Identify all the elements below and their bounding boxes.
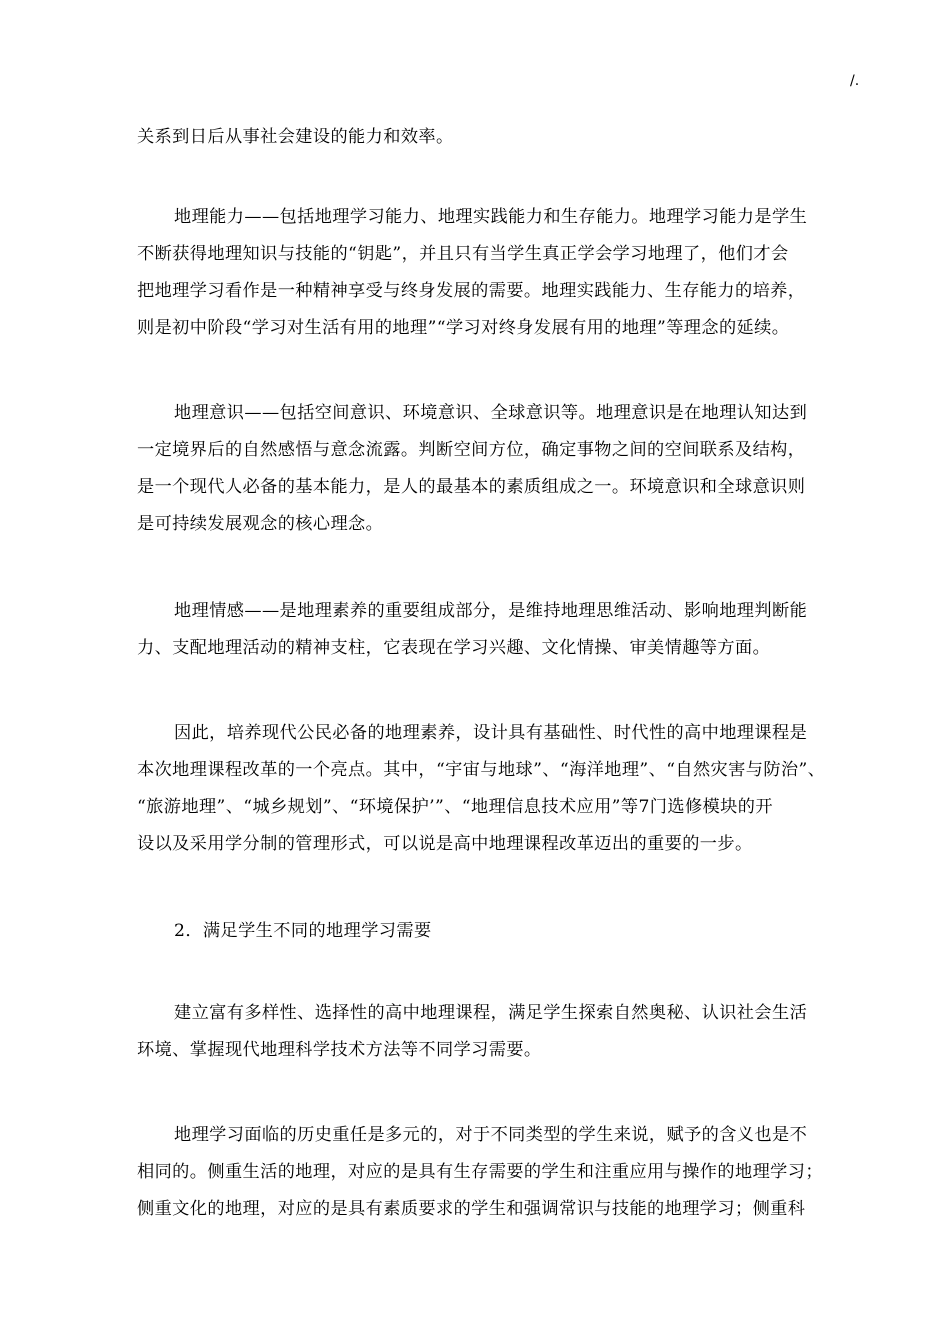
text-line: 环境、掌握现代地理科学技术方法等不同学习需要。 <box>137 1040 542 1060</box>
text-line: 是一个现代人必备的基本能力，是人的最基本的素质组成之一。环境意识和全球意识则 <box>137 477 806 497</box>
text-line: 因此，培养现代公民必备的地理素养，设计具有基础性、时代性的高中地理课程是 <box>174 723 808 743</box>
text-line: 地理能力——包括地理学习能力、地理实践能力和生存能力。地理学习能力是学生 <box>174 207 808 227</box>
text-line: 地理情感——是地理素养的重要组成部分，是维持地理思维活动、影响地理判断能 <box>174 601 808 621</box>
text-line: 地理意识——包括空间意识、环境意识、全球意识等。地理意识是在地理认知达到 <box>174 403 808 423</box>
paragraph-geography-awareness <box>137 395 862 543</box>
paragraph-conclusion <box>137 715 862 863</box>
section-heading <box>137 913 862 950</box>
text-line: 关系到日后从事社会建设的能力和效率。 <box>137 127 454 147</box>
text-line: 是可持续发展观念的核心理念。 <box>137 514 384 534</box>
text-line: 侧重文化的地理，对应的是具有素质要求的学生和强调常识与技能的地理学习；侧重科 <box>137 1199 806 1219</box>
text-line: 本次地理课程改革的一个亮点。其中，“宇宙与地球”、“海洋地理”、“自然灾害与防治”、 <box>137 760 826 780</box>
text-line: “旅游地理”、“城乡规划”、“环境保护’”、“地理信息技术应用”等7门选修模块的开 <box>137 797 773 817</box>
text-line: 相同的。侧重生活的地理，对应的是具有生存需要的学生和注重应用与操作的地理学习； <box>137 1162 823 1182</box>
text-line: 设以及采用学分制的管理形式，可以说是高中地理课程改革迈出的重要的一步。 <box>137 834 753 854</box>
text-line: 不断获得地理知识与技能的“钥匙”，并且只有当学生真正学会学习地理了，他们才会 <box>137 244 789 264</box>
text-line: 则是初中阶段“学习对生活有用的地理”“学习对终身发展有用的地理”等理念的延续。 <box>137 318 790 338</box>
section-heading-text: 2．满足学生不同的地理学习需要 <box>174 921 432 941</box>
text-line: 建立富有多样性、选择性的高中地理课程，满足学生探索自然奥秘、认识社会生活 <box>174 1003 808 1023</box>
paragraph-continuation <box>137 119 862 156</box>
paragraph-learning-needs <box>137 995 862 1069</box>
text-line: 一定境界后的自然感悟与意念流露。判断空间方位，确定事物之间的空间联系及结构， <box>137 440 806 460</box>
paragraph-geography-emotion <box>137 593 862 667</box>
text-line: 把地理学习看作是一种精神享受与终身发展的需要。地理实践能力、生存能力的培养， <box>137 281 806 301</box>
paragraph-geography-ability <box>137 199 862 347</box>
page-mark: /. <box>850 73 860 89</box>
text-line: 地理学习面临的历史重任是多元的，对于不同类型的学生来说，赋予的含义也是不 <box>174 1125 808 1145</box>
text-line: 力、支配地理活动的精神支柱，它表现在学习兴趣、文化情操、审美情趣等方面。 <box>137 638 771 658</box>
paragraph-historical-task <box>137 1117 862 1228</box>
